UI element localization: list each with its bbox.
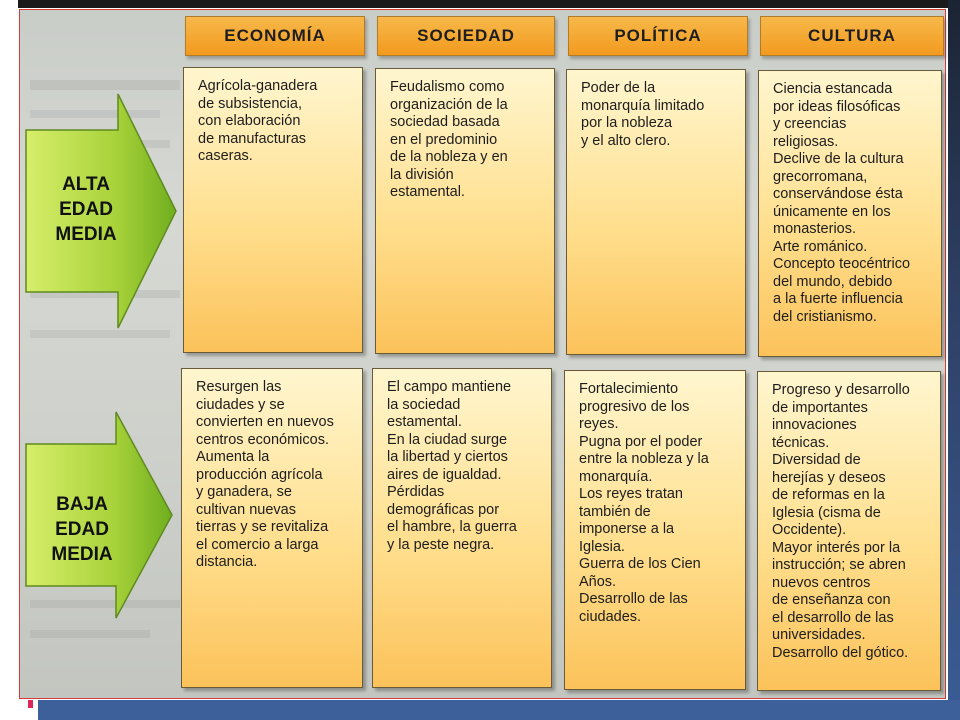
row-label-baja-edad-media: BAJA EDAD MEDIA (51, 494, 113, 565)
cell-text: Ciencia estancada por ideas filosóficas y creencias religiosas. Declive de la cultura grecorromana, conservándose ésta únicamente en los monasterios. Arte románico. Concepto teocéntrico del mundo, debido a la fuerte influencia del cristianismo. (773, 81, 911, 325)
header-economia: ECONOMÍA (185, 16, 365, 56)
cell-text: Poder de la monarquía limitado por la nobleza y el alto clero. (581, 80, 705, 149)
cell-text: El campo mantiene la sociedad estamental. En la ciudad surge la libertad y ciertos aires de igualdad. Pérdidas demográficas por el hambre, la guerra y la peste negra. (387, 379, 517, 553)
cell-text: Progreso y desarrollo de importantes innovaciones técnicas. Diversidad de herejías y deseos de reformas en la Iglesia (cisma de Occidente). Mayor interés por la instrucción; se abren nuevos centros de enseñanza con el desarrollo de las universidades. Desarrollo del gótico. (772, 382, 910, 661)
cell-text: Agrícola-ganadera de subsistencia, con elaboración de manufacturas caseras. (198, 78, 318, 164)
cell-alta-sociedad (375, 68, 555, 354)
cell-alta-cultura (758, 70, 942, 357)
header-sociedad: SOCIEDAD (377, 16, 555, 56)
row-label-alta-edad-media: ALTA EDAD MEDIA (55, 174, 117, 245)
slide-right-bar (948, 0, 960, 720)
cell-alta-politica (566, 69, 746, 355)
header-politica: POLÍTICA (568, 16, 748, 56)
cell-text: Fortalecimiento progresivo de los reyes. Pugna por el poder entre la nobleza y la monarquía. Los reyes tratan también de imponerse a la Iglesia. Guerra de los Cien Años. Desarrollo de las ciudades. (579, 381, 709, 625)
cell-text: Feudalismo como organización de la sociedad basada en el predominio de la nobleza y en la división estamental. (390, 79, 508, 200)
cell-baja-cultura (757, 371, 941, 691)
slide-top-bar (18, 0, 960, 8)
cell-alta-economia (183, 67, 363, 353)
slide-bottom-bar (38, 700, 960, 720)
slide-bullet-marker (28, 700, 33, 708)
cell-baja-sociedad (372, 368, 552, 688)
cell-baja-economia (181, 368, 363, 688)
cell-baja-politica (564, 370, 746, 690)
cell-text: Resurgen las ciudades y se convierten en nuevos centros económicos. Aumenta la producción agrícola y ganadera, se cultivan nuevas tierras y se revitaliza el comercio a larga distancia. (196, 379, 334, 570)
header-cultura: CULTURA (760, 16, 944, 56)
